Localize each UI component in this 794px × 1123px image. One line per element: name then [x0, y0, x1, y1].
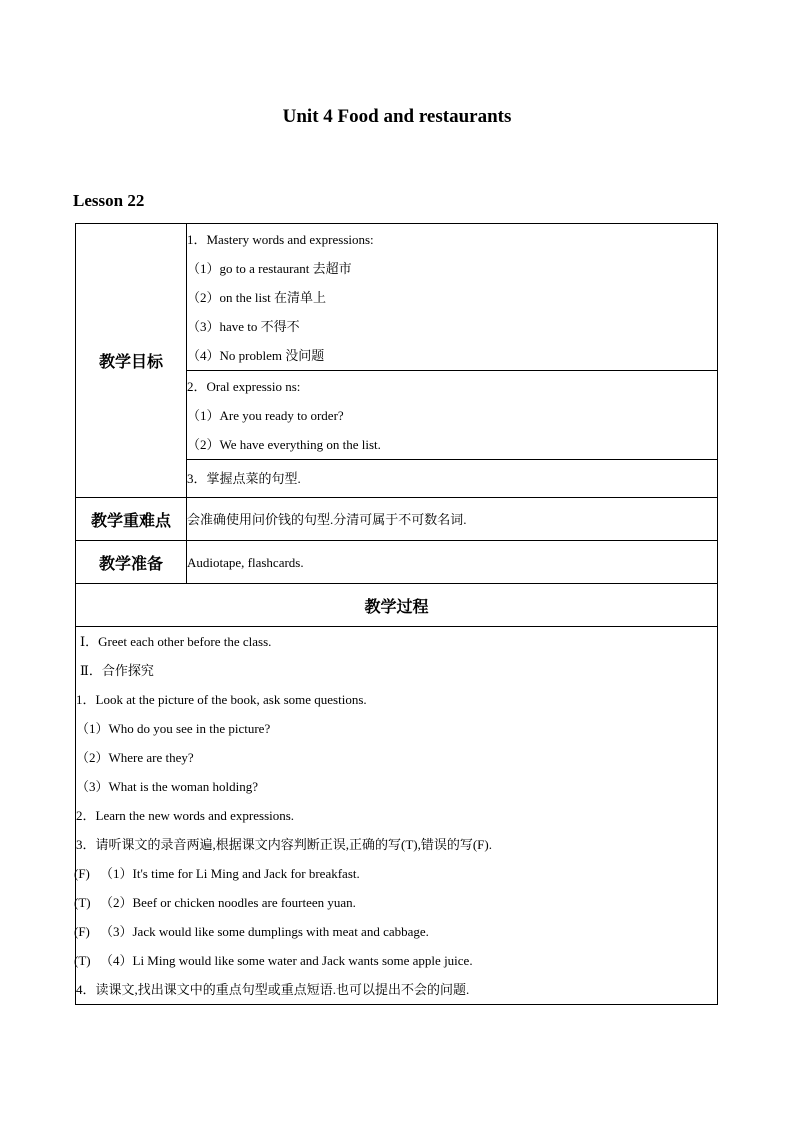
judgment-line: [76, 946, 717, 975]
objective-item: （4）No problem 没问题: [187, 347, 325, 363]
judgment-mark: (F): [74, 866, 90, 881]
process-line: 3．请听课文的录音两遍,根据课文内容判断正误,正确的写(T),错误的写(F).: [76, 837, 492, 852]
process-line: 4．读课文,找出课文中的重点句型或重点短语.也可以提出不会的问题.: [76, 982, 470, 997]
objective-item: （3）have to 不得不: [187, 318, 300, 334]
judgment-text: （4）Li Ming would like some water and Jack wants some apple juice.: [100, 953, 473, 968]
process-line: Ⅰ．Greet each other before the class.: [80, 634, 272, 649]
process-line: Ⅱ．合作探究: [80, 663, 154, 678]
process-heading: 教学过程: [76, 584, 718, 627]
judgment-line: [76, 917, 717, 946]
process-line: 1．Look at the picture of the book, ask some questions.: [76, 692, 367, 707]
objectives-block-2: [187, 371, 718, 460]
judgment-line: [76, 859, 717, 888]
process-line: （2）Where are they?: [76, 750, 194, 765]
key-points-label: 教学重难点: [76, 498, 187, 541]
lesson-plan-table: [75, 223, 718, 1005]
process-line: （3）What is the woman holding?: [76, 779, 258, 794]
judgment-mark: (T): [74, 953, 91, 968]
oral-item: （1）Are you ready to order?: [187, 407, 344, 423]
judgment-line: [76, 888, 717, 917]
oral-heading: 2．Oral expressio ns:: [187, 378, 301, 394]
preparation-text: Audiotape, flashcards.: [187, 541, 718, 584]
page-title: Unit 4 Food and restaurants: [282, 106, 512, 127]
judgment-mark: (F): [74, 924, 90, 939]
judgment-mark: (T): [74, 895, 91, 910]
judgment-text: （1）It's time for Li Ming and Jack for breakfast.: [100, 866, 360, 881]
objective-item: （2）on the list 在清单上: [187, 289, 327, 305]
process-body: [76, 627, 718, 1005]
key-points-text: 会准确使用问价钱的句型.分清可属于不可数名词.: [187, 498, 718, 541]
process-line: 2．Learn the new words and expressions.: [76, 808, 295, 823]
judgment-text: （2）Beef or chicken noodles are fourteen yuan.: [100, 895, 356, 910]
preparation-label: 教学准备: [76, 541, 187, 584]
objective-item: （1）go to a restaurant 去超市: [187, 260, 352, 276]
judgment-text: （3）Jack would like some dumplings with meat and cabbage.: [100, 924, 429, 939]
objectives-block-3: 3．掌握点菜的句型.: [187, 460, 718, 498]
oral-item: （2）We have everything on the list.: [187, 436, 381, 452]
objectives-label: 教学目标: [76, 224, 187, 498]
objectives-block-1: [187, 224, 718, 371]
process-line: （1）Who do you see in the picture?: [76, 721, 271, 736]
objectives-heading: 1．Mastery words and expressions:: [187, 231, 374, 247]
lesson-heading: Lesson 22: [73, 191, 145, 210]
